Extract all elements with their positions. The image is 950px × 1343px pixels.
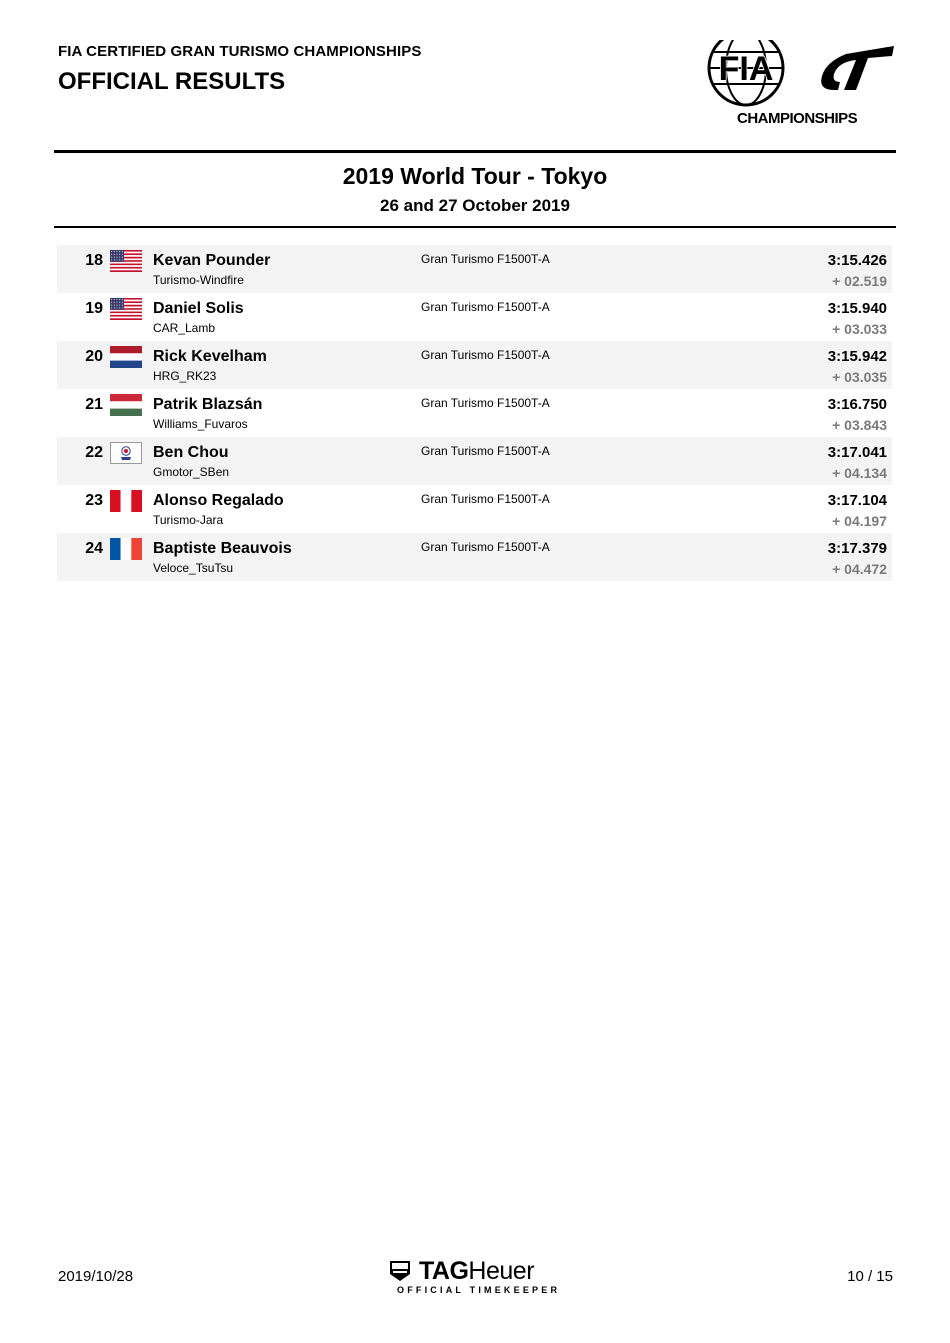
position: 20 <box>85 348 103 365</box>
fia-logo-text: FIA <box>718 50 774 88</box>
result-row <box>57 389 892 437</box>
tag-heuer-logo <box>389 1258 569 1298</box>
usa-flag-icon <box>110 250 142 272</box>
result-row <box>57 293 892 341</box>
lap-time: 3:15.942 <box>827 348 887 365</box>
lap-time: 3:15.940 <box>827 300 887 317</box>
result-row <box>57 485 892 533</box>
car-model: Gran Turismo F1500T-A <box>421 492 550 506</box>
position: 24 <box>85 540 103 557</box>
team-name: Turismo-Windfire <box>153 273 244 287</box>
position: 23 <box>85 492 103 509</box>
lap-time: 3:17.104 <box>827 492 887 509</box>
position: 22 <box>85 444 103 461</box>
result-row <box>57 533 892 581</box>
car-model: Gran Turismo F1500T-A <box>421 300 550 314</box>
championships-logo-text: CHAMPIONSHIPS <box>737 110 858 127</box>
event-divider <box>54 226 896 228</box>
hungary-flag-icon <box>110 394 142 416</box>
driver-name: Ben Chou <box>153 444 229 461</box>
result-row <box>57 437 892 485</box>
netherlands-flag-icon <box>110 346 142 368</box>
lap-time: 3:17.379 <box>827 540 887 557</box>
usa-flag-icon <box>110 298 142 320</box>
team-name: CAR_Lamb <box>153 321 216 335</box>
team-name: Gmotor_SBen <box>153 465 230 479</box>
car-model: Gran Turismo F1500T-A <box>421 444 550 458</box>
peru-flag-icon <box>110 490 142 512</box>
driver-name: Patrik Blazsán <box>153 396 263 413</box>
tag-heuer-tagline: OFFICIAL TIMEKEEPER <box>397 1285 561 1295</box>
gt-logo-icon <box>821 46 894 90</box>
car-model: Gran Turismo F1500T-A <box>421 252 550 266</box>
driver-name: Baptiste Beauvois <box>153 540 292 557</box>
position: 21 <box>85 396 103 413</box>
time-gap: + 03.035 <box>832 369 887 385</box>
team-name: Turismo-Jara <box>153 513 224 527</box>
page-title: OFFICIAL RESULTS <box>58 68 286 95</box>
tag-heuer-shield-icon <box>389 1260 411 1282</box>
lap-time: 3:17.041 <box>827 444 887 461</box>
tag-heuer-wordmark: TAGHeuer <box>419 1257 535 1285</box>
event-date: 26 and 27 October 2019 <box>380 196 570 215</box>
position: 19 <box>85 300 103 317</box>
header-divider <box>54 150 896 153</box>
driver-name: Alonso Regalado <box>153 492 284 509</box>
result-row <box>57 245 892 293</box>
driver-name: Daniel Solis <box>153 300 244 317</box>
time-gap: + 04.197 <box>832 513 887 529</box>
results-table <box>57 245 892 581</box>
time-gap: + 03.843 <box>832 417 887 433</box>
result-row <box>57 341 892 389</box>
header-subtitle: FIA CERTIFIED GRAN TURISMO CHAMPIONSHIPS <box>58 43 422 60</box>
car-model: Gran Turismo F1500T-A <box>421 348 550 362</box>
team-name: Veloce_TsuTsu <box>153 561 234 575</box>
chinese-taipei-flag-icon <box>110 442 142 464</box>
france-flag-icon <box>110 538 142 560</box>
page-number: 10 / 15 <box>847 1268 893 1285</box>
fia-globe-icon <box>709 40 783 105</box>
time-gap: + 03.033 <box>832 321 887 337</box>
driver-name: Kevan Pounder <box>153 252 271 269</box>
team-name: HRG_RK23 <box>153 369 217 383</box>
team-name: Williams_Fuvaros <box>153 417 248 431</box>
time-gap: + 04.134 <box>832 465 887 481</box>
car-model: Gran Turismo F1500T-A <box>421 396 550 410</box>
car-model: Gran Turismo F1500T-A <box>421 540 550 554</box>
position: 18 <box>85 252 103 269</box>
time-gap: + 04.472 <box>832 561 887 577</box>
time-gap: + 02.519 <box>832 273 887 289</box>
lap-time: 3:15.426 <box>827 252 887 269</box>
footer-date: 2019/10/28 <box>58 1268 134 1285</box>
event-title: 2019 World Tour - Tokyo <box>342 163 608 189</box>
lap-time: 3:16.750 <box>827 396 887 413</box>
driver-name: Rick Kevelham <box>153 348 267 365</box>
